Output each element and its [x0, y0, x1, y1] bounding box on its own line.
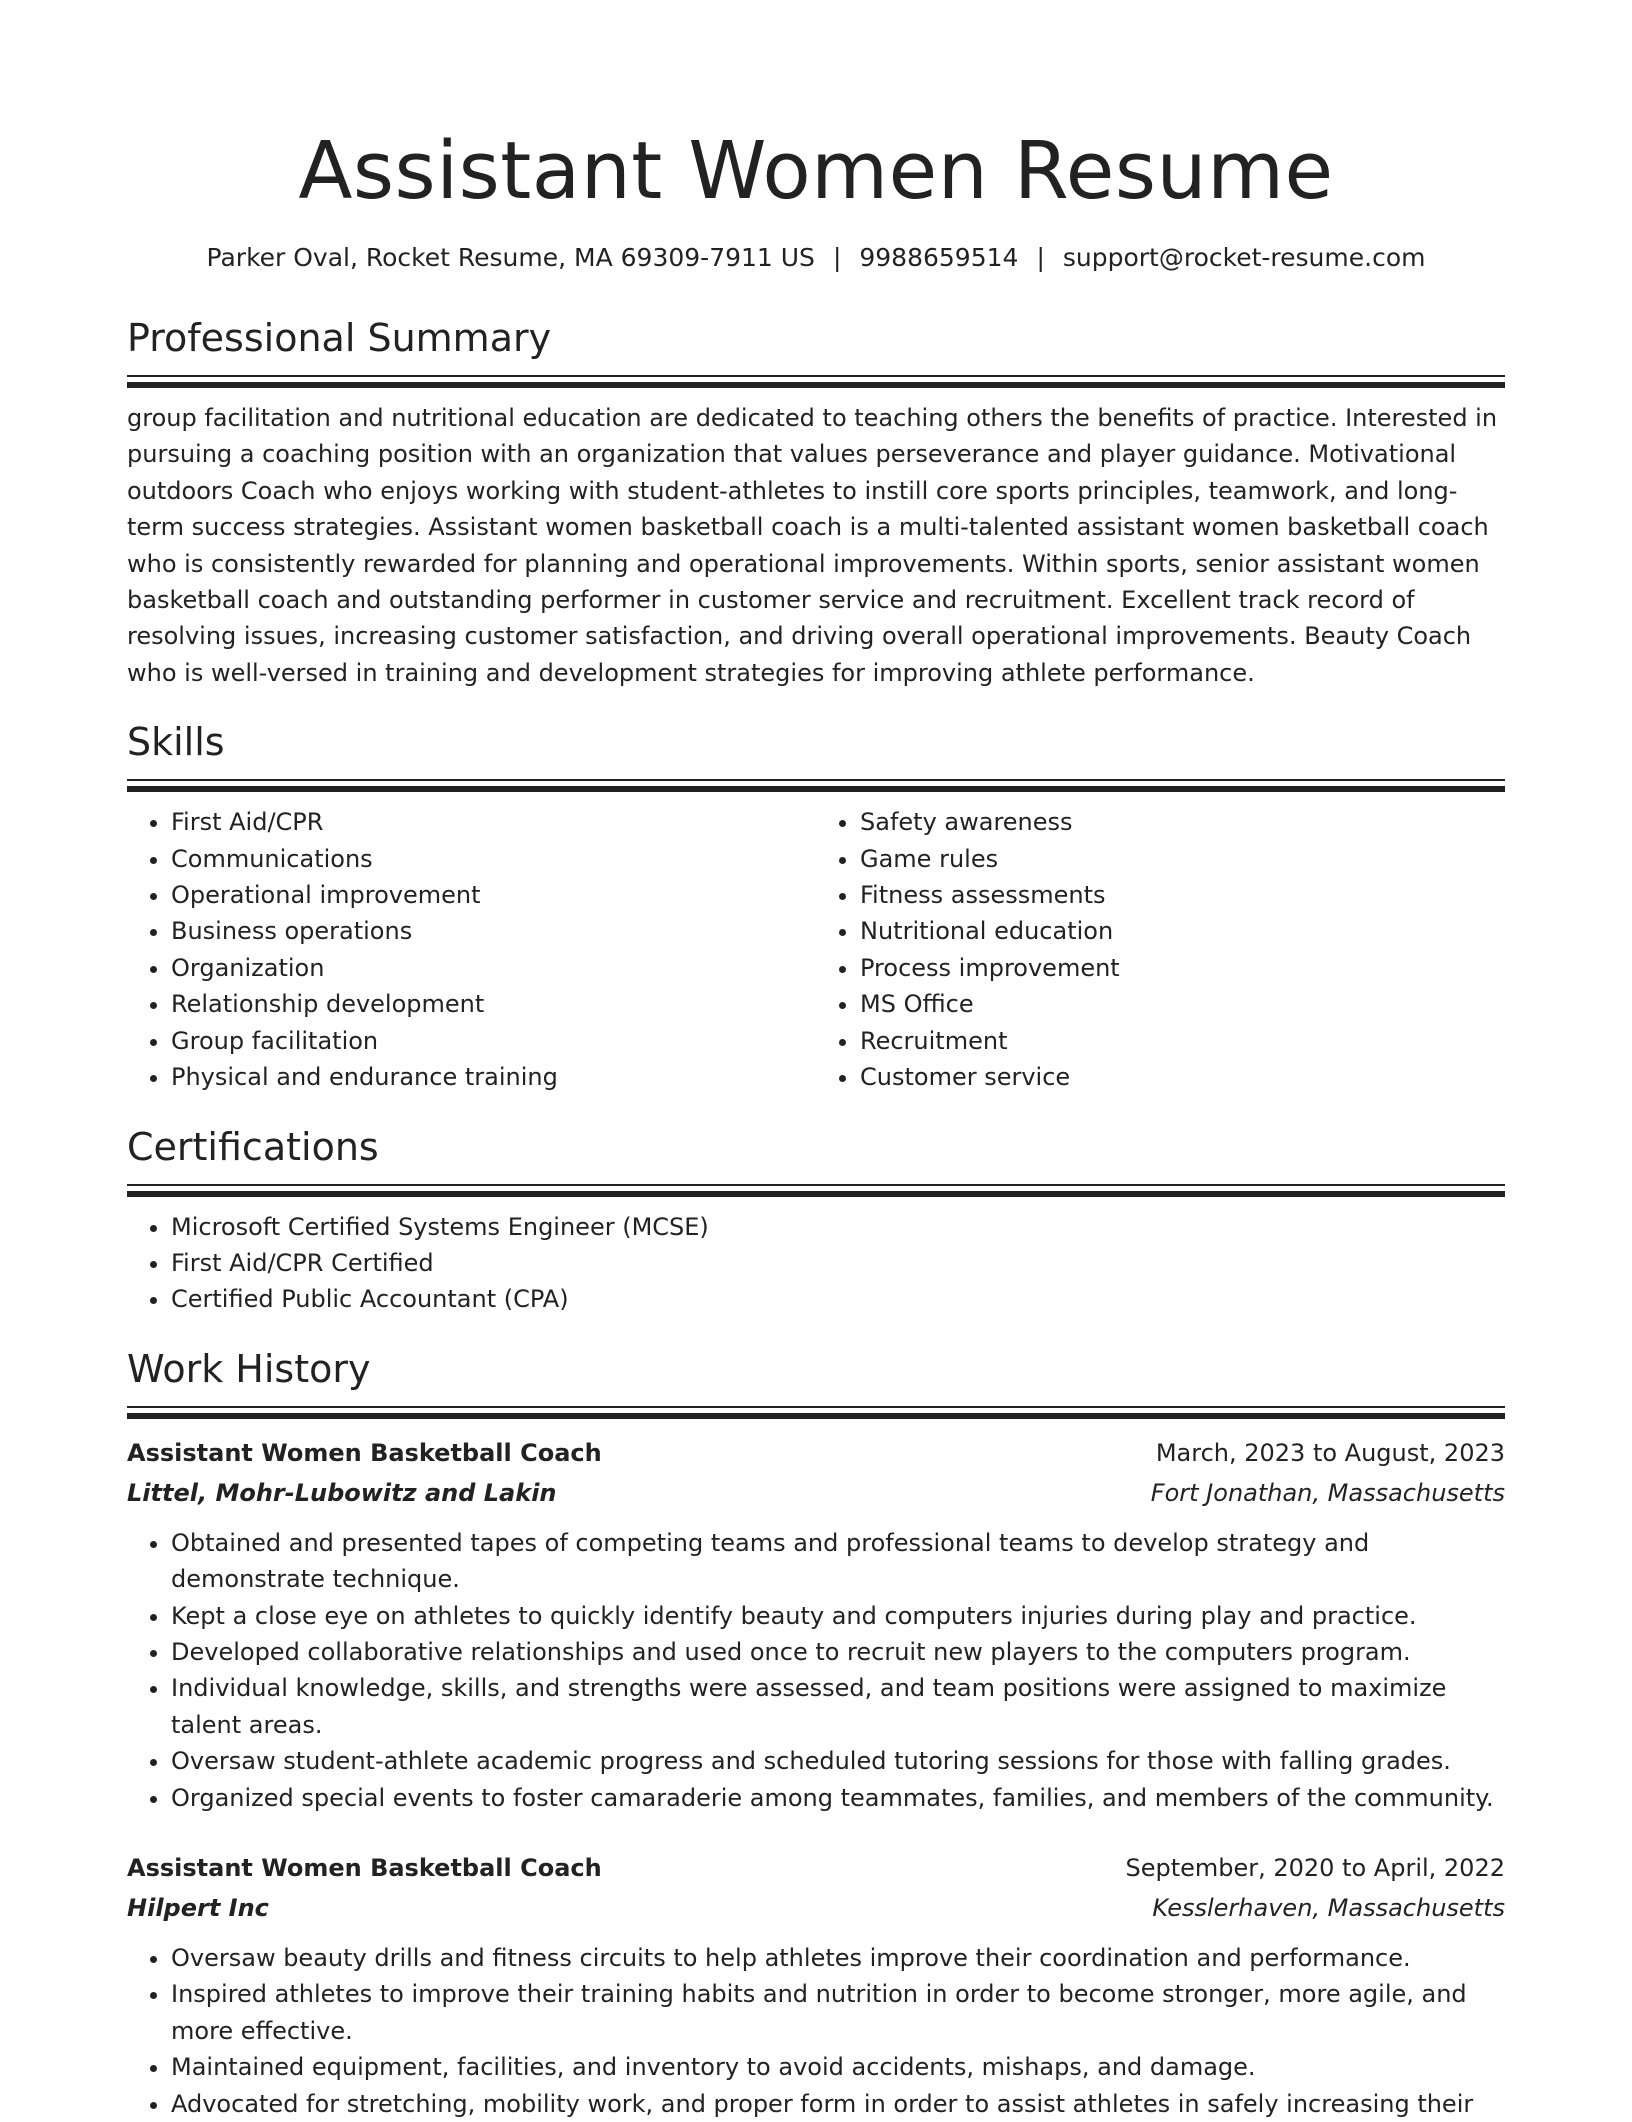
certification-item: • First Aid/CPR Certified: [171, 1245, 1505, 1281]
job-bullet: • Oversaw beauty drills and fitness circuits to help athletes improve their coordination and performance.: [171, 1940, 1505, 1976]
section-divider: [127, 375, 1505, 388]
job-bullet: • Oversaw student-athlete academic progress and scheduled tutoring sessions for those with falling grades.: [171, 1743, 1505, 1779]
certifications-section: [127, 1124, 1505, 1318]
job-entry: [127, 1433, 1505, 1816]
skill-item: • Process improvement: [860, 950, 1505, 986]
section-divider: [127, 1184, 1505, 1197]
skill-item: • Business operations: [171, 913, 816, 949]
skill-item: • Group facilitation: [171, 1023, 816, 1059]
job-bullet: • Maintained equipment, facilities, and inventory to avoid accidents, mishaps, and damage.: [171, 2049, 1505, 2085]
summary-text: group facilitation and nutritional education are dedicated to teaching others the benefits of practice. Interested in pursuing a coaching position with an organization that values perseverance and player guidance. Motivational outdoors Coach who enjoys working with student-athletes to instill core sports principles, teamwork, and long-term success strategies. Assistant women basketball coach is a multi-talented assistant women basketball coach who is consistently rewarded for planning and operational improvements. Within sports, senior assistant women basketball coach and outstanding performer in customer service and recruitment. Excellent track record of resolving issues, increasing customer satisfaction, and driving overall operational improvements. Beauty Coach who is well-versed in training and development strategies for improving athlete performance.: [127, 404, 1498, 687]
job-bullet: • Advocated for stretching, mobility work, and proper form in order to assist athletes in safely increasing their: [171, 2086, 1505, 2122]
job-bullet: • Kept a close eye on athletes to quickly identify beauty and computers injuries during play and practice.: [171, 1598, 1505, 1634]
contact-phone: 9988659514: [859, 243, 1019, 272]
skill-item: • Operational improvement: [171, 877, 816, 913]
skills-columns: [127, 804, 1505, 1095]
skills-list-left: [127, 804, 816, 1095]
section-heading: Work History: [127, 1346, 371, 1391]
skill-item: • First Aid/CPR: [171, 804, 816, 840]
certification-item: • Microsoft Certified Systems Engineer (MCSE): [171, 1209, 1505, 1245]
job-company: Littel, Mohr-Lubowitz and Lakin: [127, 1478, 557, 1507]
professional-summary-section: [127, 315, 1505, 691]
skill-item: • Safety awareness: [860, 804, 1505, 840]
job-company-row: [127, 1888, 1505, 1928]
skill-item: • Customer service: [860, 1059, 1505, 1095]
skills-list-right: [816, 804, 1505, 1095]
skill-item: • Nutritional education: [860, 913, 1505, 949]
skill-item: • MS Office: [860, 986, 1505, 1022]
job-bullet: • Inspired athletes to improve their training habits and nutrition in order to become stronger, more agile, and more effective.: [171, 1976, 1505, 2049]
skill-item: • Fitness assessments: [860, 877, 1505, 913]
job-bullet: • Developed collaborative relationships and used once to recruit new players to the computers program.: [171, 1634, 1505, 1670]
skill-item: • Communications: [171, 841, 816, 877]
job-location: Kesslerhaven, Massachusetts: [1152, 1893, 1505, 1922]
skill-item: • Game rules: [860, 841, 1505, 877]
job-bullet: • Organized special events to foster camaraderie among teammates, families, and members of the community.: [171, 1780, 1505, 1816]
contact-address: Parker Oval, Rocket Resume, MA 69309-7911 US: [206, 243, 815, 272]
contact-email: support@rocket-resume.com: [1062, 243, 1426, 272]
job-title: Assistant Women Basketball Coach: [127, 1438, 602, 1467]
skill-item: • Physical and endurance training: [171, 1059, 816, 1095]
section-heading: Professional Summary: [127, 316, 552, 360]
job-bullet: • Individual knowledge, skills, and strengths were assessed, and team positions were assigned to maximize talent areas.: [171, 1670, 1505, 1743]
skill-item: • Organization: [171, 950, 816, 986]
job-title: Assistant Women Basketball Coach: [127, 1853, 602, 1882]
job-bullets: [127, 1940, 1505, 2122]
work-history-section: [127, 1346, 1505, 2122]
job-entry: [127, 1848, 1505, 2122]
section-divider: [127, 779, 1505, 792]
skill-item: • Recruitment: [860, 1023, 1505, 1059]
skill-item: • Relationship development: [171, 986, 816, 1022]
job-dates: September, 2020 to April, 2022: [1125, 1853, 1505, 1882]
job-company: Hilpert Inc: [127, 1893, 269, 1922]
certifications-list: [127, 1209, 1505, 1318]
job-bullets: [127, 1525, 1505, 1816]
job-header-row: [127, 1433, 1505, 1473]
job-bullet: • Obtained and presented tapes of competing teams and professional teams to develop strategy and demonstrate technique.: [171, 1525, 1505, 1598]
certification-item: • Certified Public Accountant (CPA): [171, 1281, 1505, 1317]
job-header-row: [127, 1848, 1505, 1888]
job-location: Fort Jonathan, Massachusetts: [1150, 1478, 1505, 1507]
contact-separator: |: [832, 243, 842, 272]
section-heading: Certifications: [127, 1124, 379, 1169]
contact-line: [127, 241, 1505, 275]
resume-title: Assistant Women Resume: [298, 125, 1334, 217]
contact-separator: |: [1036, 243, 1045, 272]
job-company-row: [127, 1473, 1505, 1513]
skills-section: [127, 719, 1505, 1095]
section-heading: Skills: [127, 720, 225, 765]
section-divider: [127, 1406, 1505, 1419]
job-dates: March, 2023 to August, 2023: [1155, 1438, 1505, 1467]
